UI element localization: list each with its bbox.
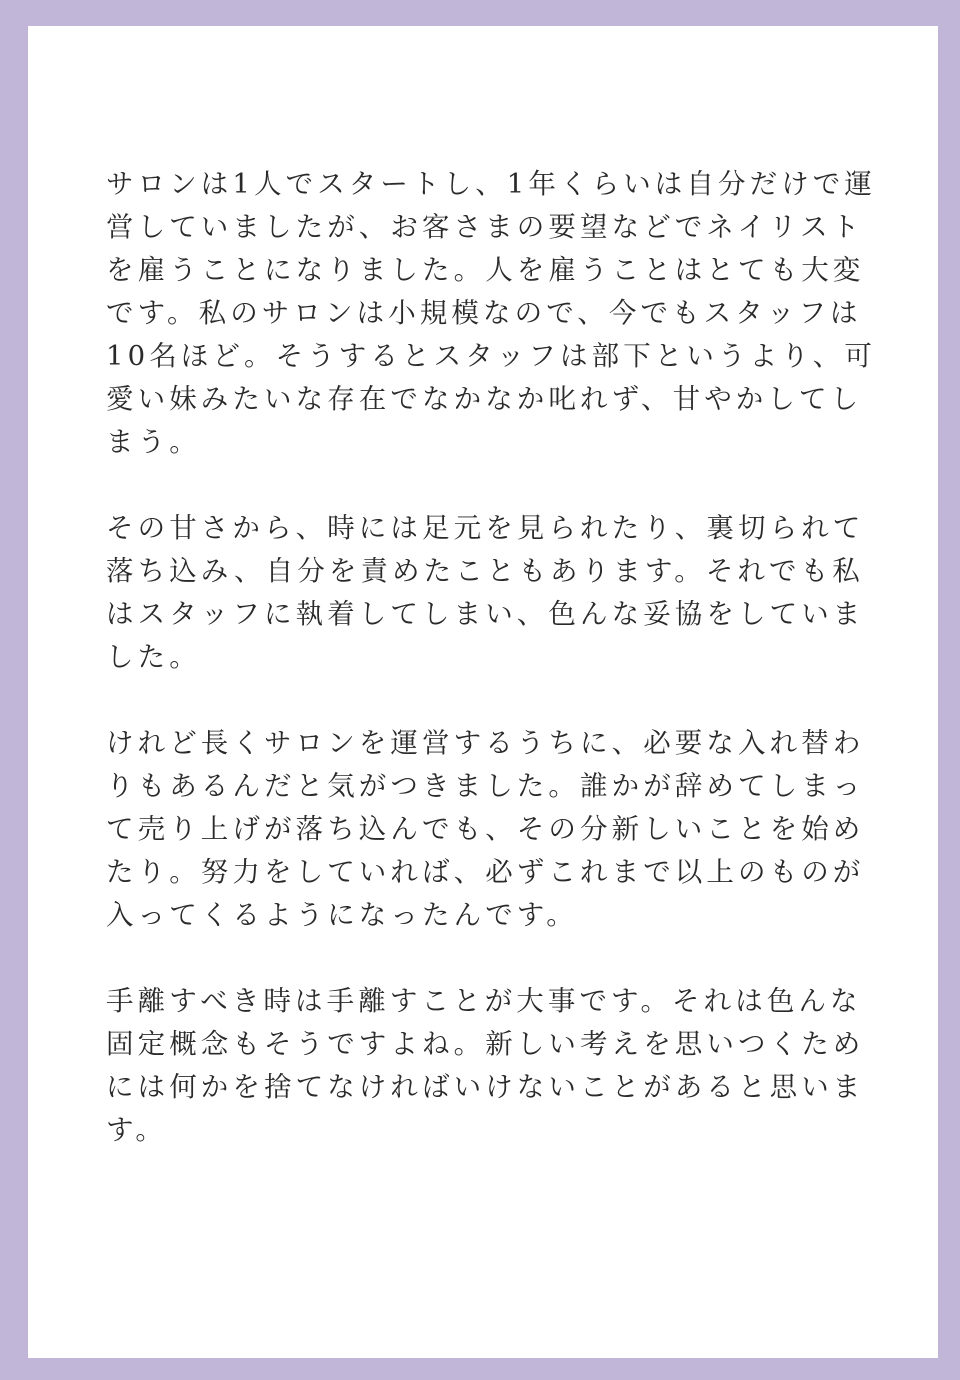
text-line: その甘さから、時には足元を見られたり、裏切られて xyxy=(106,512,865,544)
text-line: した。 xyxy=(106,641,201,673)
text-line: 愛い妹みたいな存在でなかなか叱れず、甘やかしてし xyxy=(106,383,863,415)
paragraph-3 xyxy=(106,722,866,937)
page-card xyxy=(28,26,938,1358)
text-line: 手離すべき時は手離すことが大事です。それは色んな xyxy=(106,985,862,1017)
text-line: には何かを捨てなければいけないことがあると思いま xyxy=(106,1071,865,1103)
text-line: です。私のサロンは小規模なので、今でもスタッフは xyxy=(106,297,862,329)
text-line: たり。努力をしていれば、必ずこれまで以上のものが xyxy=(106,856,865,888)
text-line: す。 xyxy=(106,1114,167,1146)
text-line: まう。 xyxy=(106,426,201,458)
paragraph-2 xyxy=(106,507,866,679)
paragraph-1 xyxy=(106,163,876,464)
text-line: を雇うことになりました。人を雇うことはとても大変 xyxy=(106,254,865,286)
text-line: 10名ほど。そうするとスタッフは部下というより、可 xyxy=(106,340,876,372)
article-body xyxy=(106,163,876,1195)
paragraph-4 xyxy=(106,980,866,1152)
text-line: けれど長くサロンを運営するうちに、必要な入れ替わ xyxy=(106,727,865,759)
text-line: て売り上げが落ち込んでも、その分新しいことを始め xyxy=(106,813,865,845)
text-line: サロンは1人でスタートし、1年くらいは自分だけで運 xyxy=(106,168,876,200)
text-line: 落ち込み、自分を責めたこともあります。それでも私 xyxy=(106,555,864,587)
text-line: はスタッフに執着してしまい、色んな妥協をしていま xyxy=(106,598,865,630)
text-line: 入ってくるようになったんです。 xyxy=(106,899,578,931)
text-line: りもあるんだと気がつきました。誰かが辞めてしまっ xyxy=(106,770,865,802)
text-line: 営していましたが、お客さまの要望などでネイリスト xyxy=(106,211,864,243)
text-line: 固定概念もそうですよね。新しい考えを思いつくため xyxy=(106,1028,865,1060)
